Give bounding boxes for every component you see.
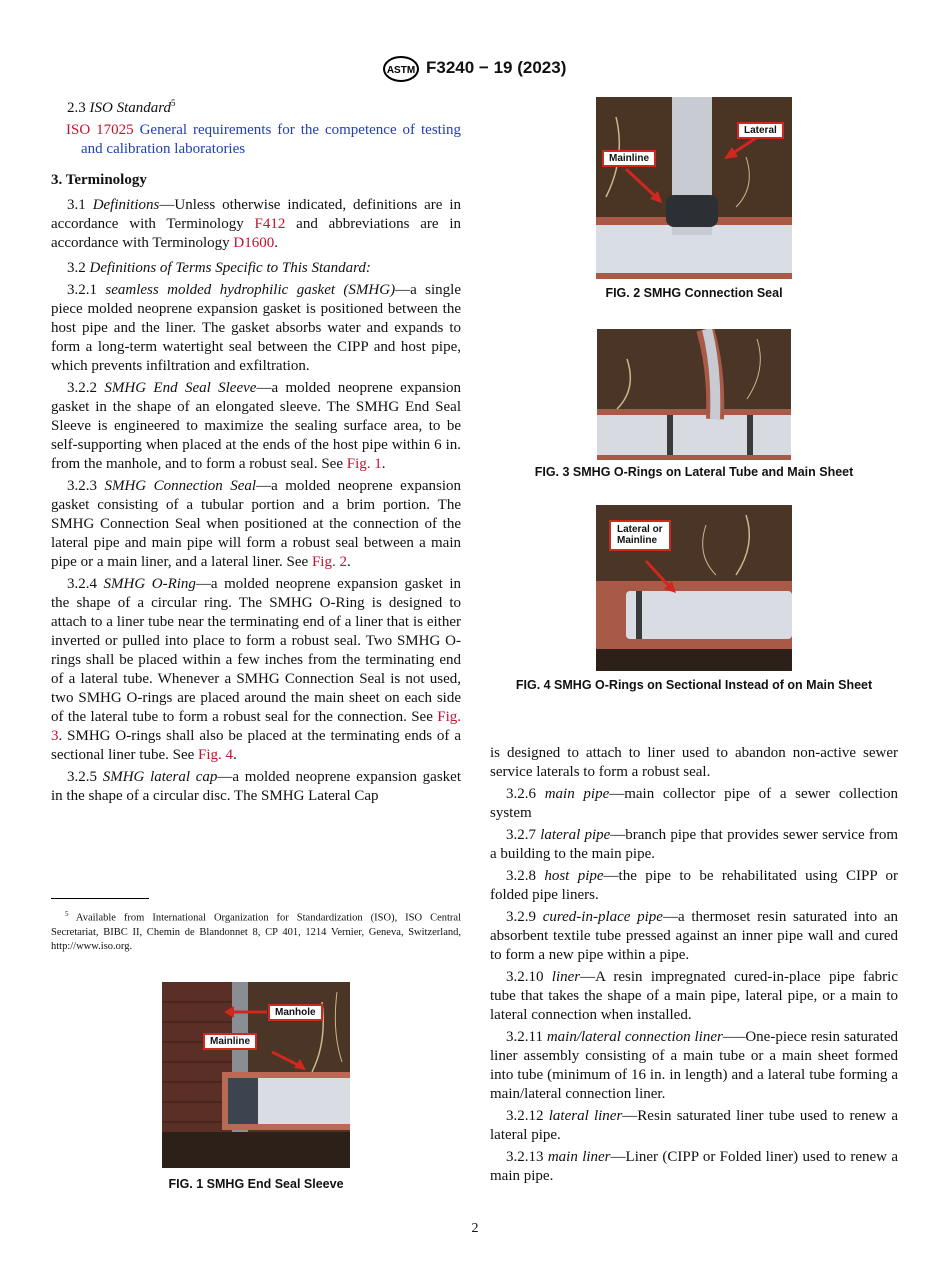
para-3-2-2: 3.2.2 SMHG End Seal Sleeve—a molded neoprene expansion gasket in the shape of an elongated sleeve. The SMHG End Seal Sleeve is engineered to maximize the sealing surface area, to be self-supporting when placed at the ends of the host pipe within 6 in. from the manhole, and to form a robust seal. See Fig. 1. [51,380,461,472]
fig-2-label-lateral: Lateral [737,122,784,139]
fig-2-label-mainline: Mainline [602,150,656,167]
para-3-2-6: 3.2.6 main pipe—main collector pipe of a sewer collection system [490,786,898,821]
para-3-2: 3.2 Definitions of Terms Specific to This Standard: [67,260,371,276]
fig-1-link[interactable]: Fig. 1 [346,456,382,472]
fig-1-label-mainline: Mainline [203,1033,257,1050]
para-3-2-12: 3.2.12 lateral liner—Resin saturated liner tube used to renew a lateral pipe. [490,1108,898,1143]
page-number: 2 [471,1221,479,1236]
para-3-2-10: 3.2.10 liner—A resin impregnated cured-in-place pipe fabric tube that takes the shape of a main pipe, lateral pipe, or a main to lateral connection when installed. [490,969,899,1023]
para-3-1: 3.1 Definitions—Unless otherwise indicated, definitions are in accordance with Terminology F412 and abbreviations are in accordance with Terminology D1600. [51,197,462,251]
para-3-2-7: 3.2.7 lateral pipe—branch pipe that provides sewer service from a building to the main pipe. [490,827,899,862]
para-3-2-11: 3.2.11 main/lateral connection liner—–One-piece resin saturated liner assembly consisting of a main tube or a main sheet formed into tube (minimum of 16 in. in length) and a lateral tube forming a main/lateral connection liner. [490,1029,898,1102]
footnote-rule [51,898,149,899]
para-3-2-9: 3.2.9 cured-in-place pipe—a thermoset resin saturated into an absorbent textile tube pressed against an inner pipe wall and cured to form a new pipe within a pipe. [490,909,899,963]
iso-17025-link[interactable]: ISO 17025 [66,122,134,138]
iso-17025-reference: ISO 17025 General requirements for the competence of testing and calibration laboratories [66,122,461,157]
section-3-heading: 3. Terminology [51,172,147,188]
para-3-2-13: 3.2.13 main liner—Liner (CIPP or Folded liner) used to renew a main pipe. [490,1149,898,1184]
fig-4-label: Lateral or Mainline [609,520,671,551]
para-3-2-5-continued: is designed to attach to liner used to abandon non-active sewer service laterals to form a robust seal. [490,745,898,780]
svg-text:ASTM: ASTM [386,65,416,76]
para-3-2-1: 3.2.1 seamless molded hydrophilic gasket (SMHG)—a single piece molded neoprene expansion gasket is positioned between the host pipe and the liner. The gasket absorbs water and expands to form a long-term watertight seal between the CIPP and host pipe, which prevents infiltration and exfiltration. [51,282,461,374]
document-id: F3240 − 19 (2023) [426,58,567,77]
right-column [490,744,898,1189]
fig-3-link[interactable]: Fig. 3 [51,709,461,744]
para-3-2-5: 3.2.5 SMHG lateral cap—a molded neoprene expansion gasket in the shape of a circular disc. The SMHG Lateral Cap [51,769,461,804]
fig-3-image [597,329,791,460]
para-3-2-8: 3.2.8 host pipe—the pipe to be rehabilitated using CIPP or folded pipe liners. [490,868,898,903]
f412-link[interactable]: F412 [254,216,286,232]
fig-1-label-manhole: Manhole [268,1004,323,1021]
page-header [0,56,950,86]
fig-2-caption: FIG. 2 SMHG Connection Seal [605,286,783,300]
footnote-5: $^5$ Available from International Organization for Standardization (ISO), ISO Central Secretariat, BIBC II, Chemin de Blandonnet 8, CP 401, 1214 Vernier, Geneva, Switzerland, http://www.iso.org. [51,910,461,952]
fig-3-caption: FIG. 3 SMHG O-Rings on Lateral Tube and Main Sheet [534,465,854,479]
left-column [51,94,461,809]
fig-1-caption: FIG. 1 SMHG End Seal Sleeve [168,1177,344,1191]
fig-2-link[interactable]: Fig. 2 [311,554,347,570]
fig-4-caption: FIG. 4 SMHG O-Rings on Sectional Instead of on Main Sheet [515,678,873,692]
d1600-link[interactable]: D1600 [233,235,275,251]
fig-4-link[interactable]: Fig. 4 [198,747,234,763]
para-3-2-3: 3.2.3 SMHG Connection Seal—a molded neoprene expansion gasket consisting of a tubular portion and a brim portion. The SMHG Connection Seal when positioned at the connection of the lateral pipe and main pipe will form a robust seal between a main pipe or a main liner, and a lateral liner. See Fig. 2. [51,478,461,570]
iso-standard-heading: 2.3 ISO Standard$^5$ [67,98,176,116]
para-3-2-4: 3.2.4 SMHG O-Ring—a molded neoprene expansion gasket in the shape of a circular ring. The SMHG O-Ring is designed to attach to a liner tube near the terminating end of a liner that is either inverted or pulled into place to form a robust seal. Two SMHG O-rings shall be placed within a few inches from the terminating end of a lateral tube. Whenever a SMHG Connection Seal is not used, two SMHG O-rings are placed around the main sheet on each side of the lateral tube to form a robust seal for the connection. See Fig. 3. SMHG O-rings shall also be placed at the terminating ends of a sectional liner tube. See Fig. 4. [51,576,462,763]
astm-logo-icon [382,56,420,82]
